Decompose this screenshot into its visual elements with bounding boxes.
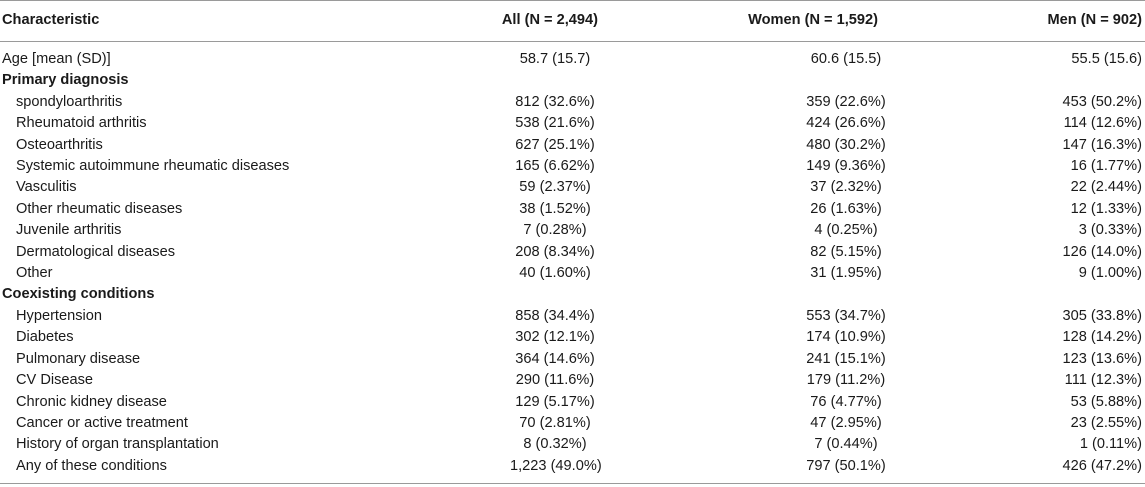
cell-all: 290 (11.6%) (515, 372, 595, 389)
table-row (0, 456, 1145, 484)
cell-all: 8 (0.32%) (523, 436, 587, 453)
table-row (0, 156, 1145, 177)
cell-women: 480 (30.2%) (806, 136, 886, 153)
cell-men: 123 (13.6%) (1062, 350, 1142, 367)
cell-men: 114 (12.6%) (1063, 115, 1142, 132)
cell-men: 1 (0.11%) (1079, 436, 1142, 453)
section-title: Primary diagnosis (2, 72, 129, 89)
cell-men: 126 (14.0%) (1062, 243, 1142, 260)
row-label: Osteoarthritis (16, 136, 103, 153)
cell-all: 70 (2.81%) (519, 414, 591, 431)
cell-all: 40 (1.60%) (519, 265, 591, 282)
cell-men: 22 (2.44%) (1070, 179, 1142, 196)
table-row (0, 242, 1145, 263)
row-label: Systemic autoimmune rheumatic diseases (16, 158, 290, 175)
cell-all: 165 (6.62%) (515, 158, 595, 175)
table-row (0, 306, 1145, 327)
cell-women: 31 (1.95%) (810, 265, 882, 282)
cell-all: 627 (25.1%) (515, 136, 595, 153)
header-all: All (N = 2,494) (420, 1, 600, 42)
table-body (0, 42, 1145, 92)
row-label: Other (16, 265, 53, 282)
cell-women: 797 (50.1%) (600, 456, 930, 484)
row-label: Juvenile arthritis (16, 222, 122, 239)
row-label: Vasculitis (16, 179, 77, 196)
cell-women: 47 (2.95%) (810, 414, 882, 431)
row-label: spondyloarthritis (16, 93, 123, 110)
cell-women: 359 (22.6%) (806, 93, 886, 110)
cell-men: 55.5 (15.6) (1071, 51, 1142, 67)
coexisting-heading-body (0, 284, 1145, 305)
primary-diagnosis-rows (0, 92, 1145, 285)
header-men: Men (N = 902) (930, 1, 1145, 42)
table-row-age (0, 42, 1145, 71)
cell-men: 53 (5.88%) (1070, 393, 1142, 410)
table-row (0, 327, 1145, 348)
row-label: Dermatological diseases (16, 243, 175, 260)
row-label: Any of these conditions (0, 456, 420, 484)
table-row (0, 220, 1145, 241)
cell-women: 4 (0.25%) (814, 222, 878, 239)
table-row (0, 199, 1145, 220)
table-row (0, 177, 1145, 198)
cell-men: 9 (1.00%) (1078, 265, 1142, 282)
cell-men: 16 (1.77%) (1070, 158, 1142, 175)
header-row (0, 1, 1145, 42)
cell-women: 76 (4.77%) (810, 393, 882, 410)
cell-women: 553 (34.7%) (806, 307, 886, 324)
table-header (0, 1, 1145, 42)
cell-men: 305 (33.8%) (1062, 307, 1142, 324)
table-row (0, 113, 1145, 134)
cell-women: 179 (11.2%) (806, 372, 886, 389)
row-label: Cancer or active treatment (16, 414, 188, 431)
section-heading-coexisting-conditions (0, 284, 1145, 305)
cell-men: 128 (14.2%) (1062, 329, 1142, 346)
row-label: Rheumatoid arthritis (16, 115, 147, 132)
table-row (0, 92, 1145, 113)
cell-men: 426 (47.2%) (930, 456, 1145, 484)
row-label: Age [mean (SD)] (2, 51, 111, 67)
table-row (0, 413, 1145, 434)
cell-men: 3 (0.33%) (1078, 222, 1142, 239)
table-row (0, 263, 1145, 284)
cell-all: 129 (5.17%) (515, 393, 595, 410)
cell-all: 208 (8.34%) (515, 243, 595, 260)
cell-men: 111 (12.3%) (1064, 372, 1142, 389)
section-heading-primary-diagnosis (0, 70, 1145, 91)
row-label: History of organ transplantation (16, 436, 219, 453)
cell-all: 858 (34.4%) (515, 307, 595, 324)
cell-women: 241 (15.1%) (806, 350, 886, 367)
row-label: Diabetes (16, 329, 74, 346)
cell-men: 453 (50.2%) (1062, 93, 1142, 110)
section-title: Coexisting conditions (2, 286, 155, 303)
row-label: Chronic kidney disease (16, 393, 167, 410)
table-row (0, 434, 1145, 455)
header-women: Women (N = 1,592) (600, 1, 930, 42)
coexisting-conditions-rows (0, 306, 1145, 484)
cell-women: 26 (1.63%) (810, 200, 882, 217)
cell-all: 58.7 (15.7) (519, 51, 591, 67)
cell-women: 174 (10.9%) (806, 329, 886, 346)
cell-all: 364 (14.6%) (515, 350, 595, 367)
cell-all: 812 (32.6%) (515, 93, 595, 110)
cell-women: 37 (2.32%) (810, 179, 882, 196)
table-row (0, 370, 1145, 391)
cell-women: 7 (0.44%) (814, 436, 878, 453)
header-characteristic: Characteristic (0, 1, 420, 42)
cell-men: 147 (16.3%) (1062, 136, 1142, 153)
row-label: Hypertension (16, 307, 102, 324)
row-label: CV Disease (16, 372, 94, 389)
table-row (0, 135, 1145, 156)
cell-women: 60.6 (15.5) (810, 51, 882, 67)
cell-men: 12 (1.33%) (1070, 200, 1142, 217)
cell-women: 82 (5.15%) (810, 243, 882, 260)
cell-all: 7 (0.28%) (523, 222, 587, 239)
cell-women: 149 (9.36%) (806, 158, 886, 175)
cell-all: 1,223 (49.0%) (420, 456, 600, 484)
cell-all: 538 (21.6%) (515, 115, 595, 132)
row-label: Other rheumatic diseases (16, 200, 183, 217)
table-row (0, 392, 1145, 413)
cell-all: 38 (1.52%) (519, 200, 591, 217)
cell-all: 302 (12.1%) (515, 329, 595, 346)
cell-all: 59 (2.37%) (519, 179, 591, 196)
cell-women: 424 (26.6%) (806, 115, 886, 132)
table-row (0, 349, 1145, 370)
cell-men: 23 (2.55%) (1070, 414, 1142, 431)
row-label: Pulmonary disease (16, 350, 141, 367)
